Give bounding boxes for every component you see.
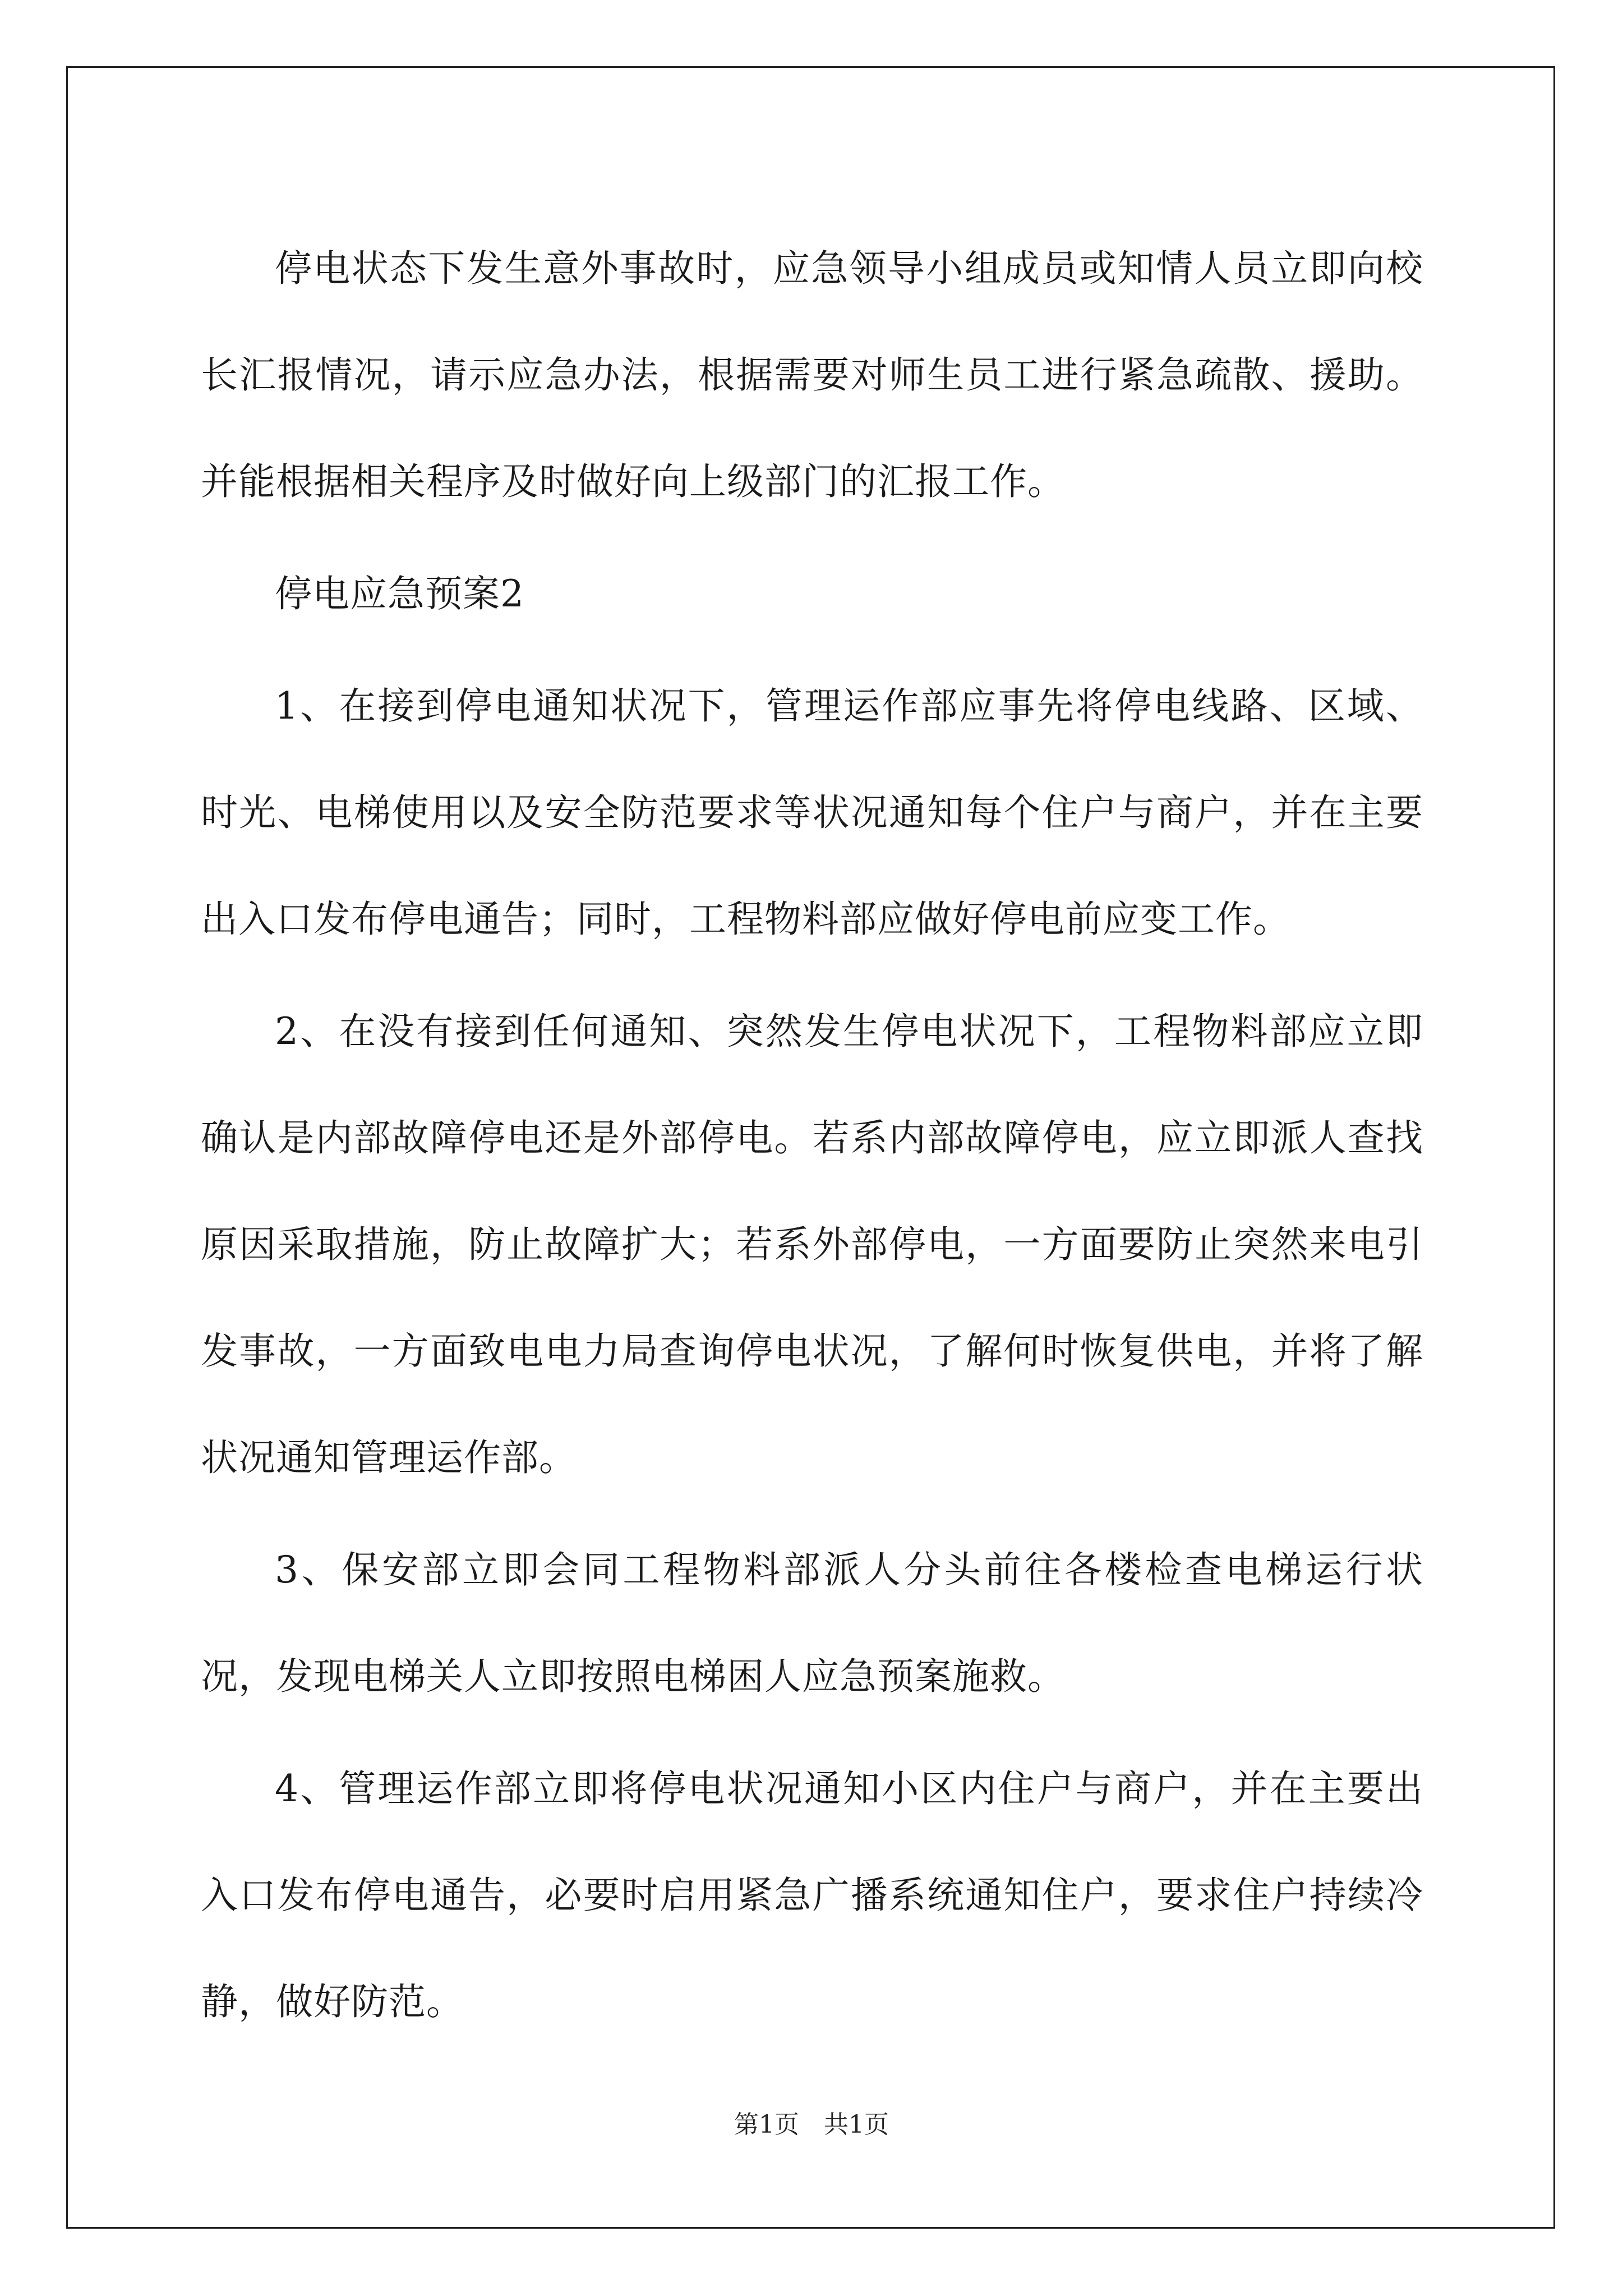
paragraph: 2、在没有接到任何通知、突然发生停电状况下，工程物料部应立即确认是内部故障停电还是外部停电。若系内部故障停电，应立即派人查找原因采取措施，防止故障扩大；若系外部停电，一方面要防止突然来电引发事故，一方面致电电力局查询停电状况，了解何时恢复供电，并将了解状况通知管理运作部。 (201, 1010, 1423, 1479)
section-heading: 停电应急预案2 (275, 572, 524, 615)
document-body (201, 215, 1423, 2061)
paragraph: 停电状态下发生意外事故时，应急领导小组成员或知情人员立即向校长汇报情况，请示应急办法，根据需要对师生员工进行紧急疏散、援助。并能根据相关程序及时做好向上级部门的汇报工作。 (201, 247, 1423, 503)
page-number: 第1页 共1页 (734, 2110, 889, 2139)
paragraph: 4、管理运作部立即将停电状况通知小区内住户与商户，并在主要出入口发布停电通告，必要时启用紧急广播系统通知住户，要求住户持续冷静，做好防范。 (201, 1767, 1423, 2023)
paragraph: 3、保安部立即会同工程物料部派人分头前往各楼检查电梯运行状况，发现电梯关人立即按照电梯困人应急预案施救。 (201, 1548, 1423, 1698)
paragraph: 1、在接到停电通知状况下，管理运作部应事先将停电线路、区域、时光、电梯使用以及安全防范要求等状况通知每个住户与商户，并在主要出入口发布停电通告；同时，工程物料部应做好停电前应变工作。 (201, 684, 1423, 941)
